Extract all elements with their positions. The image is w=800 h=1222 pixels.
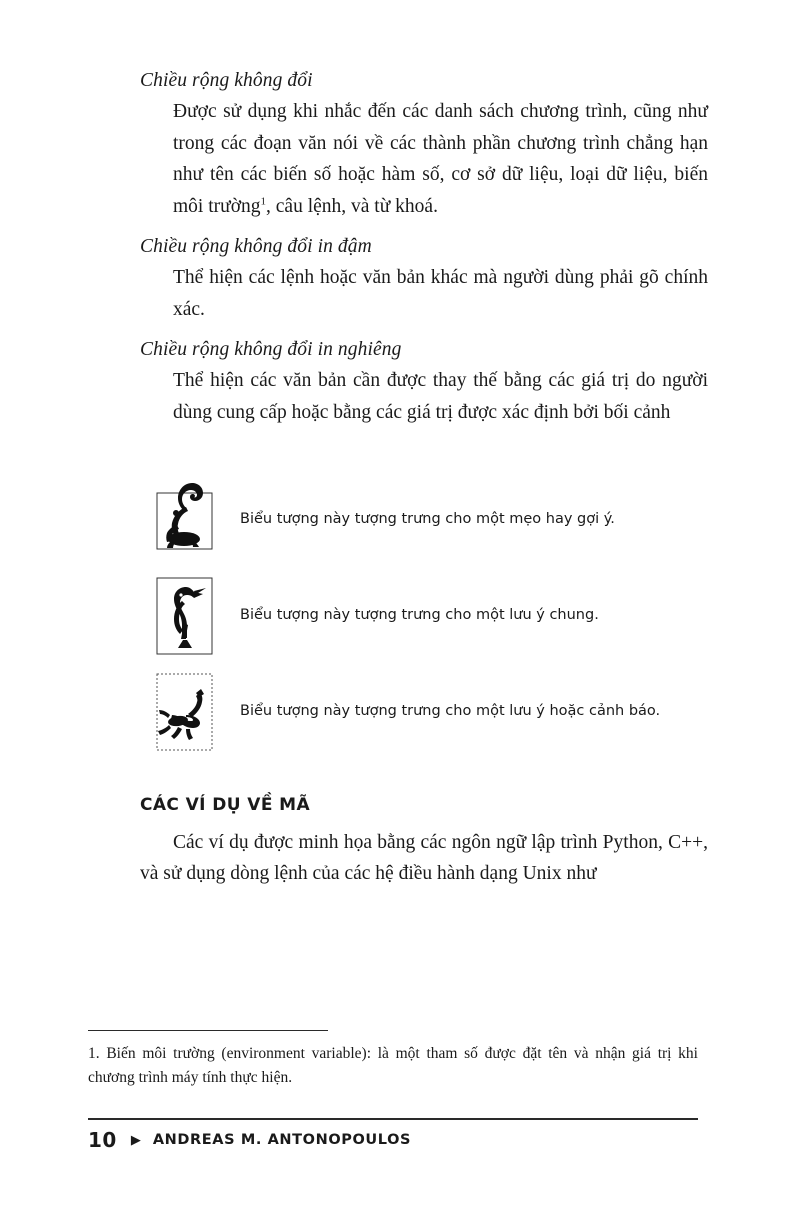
page-footer [88,1128,698,1152]
triangle-right-icon: ▶ [130,1132,141,1148]
icon-note-row [88,573,708,659]
definition-term: Chiều rộng không đổi in đậm [140,236,372,258]
definition-term: Chiều rộng không đổi [140,70,313,91]
footnote-text: 1. Biến môi trường (environment variable): là một tham số được đặt tên và nhận giá trị khi chương trình máy tính thực hiện. [88,1045,698,1087]
section-heading: CÁC VÍ DỤ VỀ MÃ [140,794,311,815]
icon-note-caption: Biểu tượng này tượng trưng cho một lưu ý chung. [240,607,599,624]
monkey-icon [156,479,222,561]
definition-text: Thể hiện các lệnh hoặc văn bản khác mà người dùng phải gõ chính xác. [173,267,708,320]
definition-text-part: Được sử dụng khi nhắc đến các danh sách chương trình, cũng như trong các đoạn văn nói về các thành phần chương trình chẳng hạn như tên các biến số hoặc hàm số, cơ sở dữ liệu, loại dữ liệu, biến môi trường [173,101,708,217]
definition-text [140,96,708,222]
page-content [88,70,708,898]
definition-text: Thể hiện các văn bản cần được thay thế bằng các giá trị do người dùng cung cấp hoặc bằng các giá trị được xác định bởi bối cảnh [173,370,708,424]
crow-icon [156,575,222,657]
footnote-divider [88,1030,328,1031]
page-number: 10 [88,1128,117,1152]
icon-note-row [88,477,708,563]
footer-author-name: ANDREAS M. ANTONOPOULOS [152,1132,412,1148]
icon-note-caption: Biểu tượng này tượng trưng cho một lưu ý hoặc cảnh báo. [240,703,661,720]
spacer [88,443,708,477]
definition-term: Chiều rộng không đổi in nghiêng [140,339,402,361]
icon-note-row [88,669,708,755]
footer-divider [88,1118,698,1120]
scorpion-icon [156,671,222,753]
section-paragraph: Các ví dụ được minh họa bằng các ngôn ngữ lập trình Python, C++, và sử dụng dòng lệnh của các hệ điều hành dạng Unix như [140,831,708,885]
icon-note-caption: Biểu tượng này tượng trưng cho một mẹo hay gợi ý. [240,511,615,528]
footnote-marker: 1 [260,195,267,208]
definition-text-tail: , câu lệnh, và từ khoá. [266,195,438,217]
